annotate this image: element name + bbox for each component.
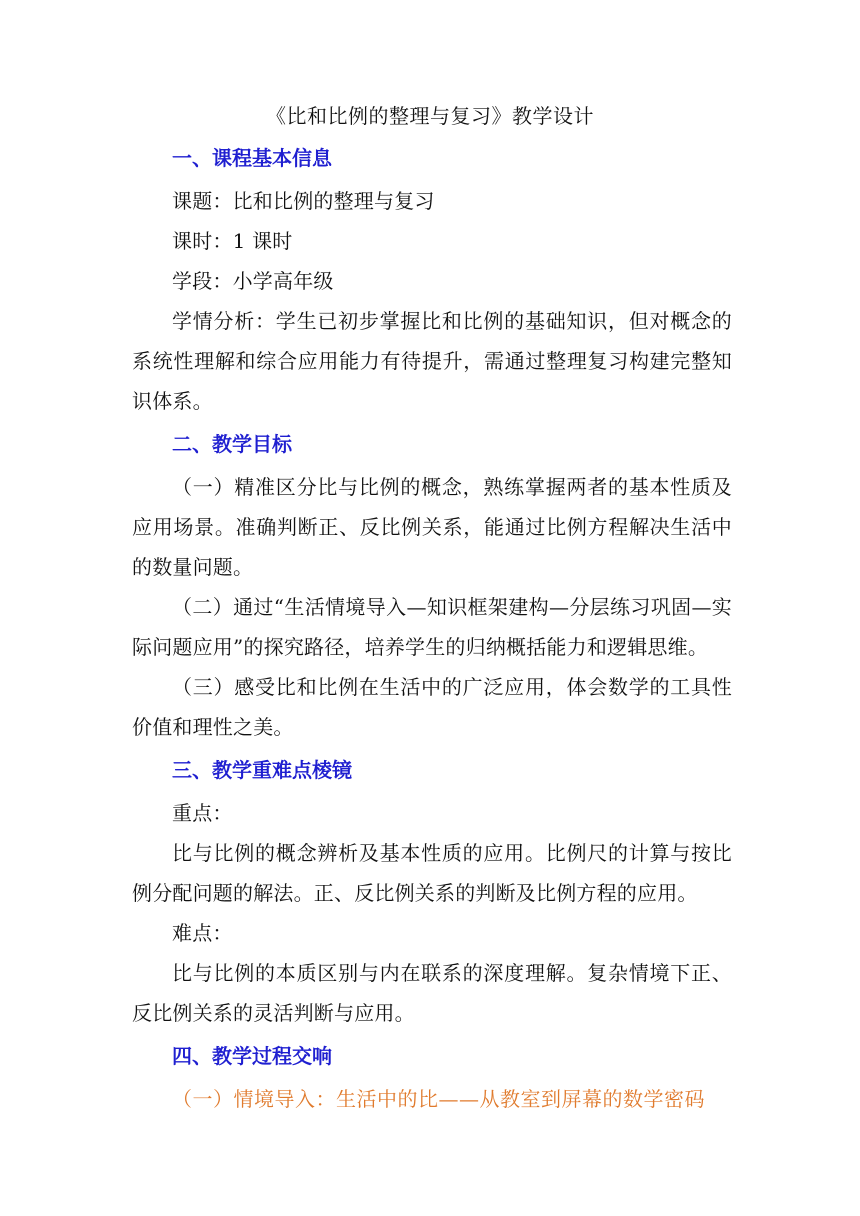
difficult-points-text: 比与比例的本质区别与内在联系的深度理解。复杂情境下正、反比例关系的灵活判断与应用。 — [132, 961, 732, 1025]
course-topic: 课题：比和比例的整理与复习 — [172, 189, 435, 213]
difficult-points-label: 难点： — [172, 921, 233, 945]
learner-analysis: 学情分析：学生已初步掌握比和比例的基础知识，但对概念的系统性理解和综合应用能力有待提升，需通过整理复习构建完整知识体系。 — [132, 309, 732, 413]
section-heading-key-difficult: 三、教学重难点棱镜 — [172, 758, 352, 782]
course-level: 学段：小学高年级 — [172, 269, 334, 293]
document-body — [132, 141, 732, 1119]
document-title: 《比和比例的整理与复习》教学设计 — [266, 104, 594, 128]
objective-2: （二）通过“生活情境导入—知识框架建构—分层练习巩固—实际问题应用”的探究路径，培养学生的归纳概括能力和逻辑思维。 — [132, 595, 732, 659]
objective-3: （三）感受比和比例在生活中的广泛应用，体会数学的工具性价值和理性之美。 — [132, 675, 732, 739]
key-points-label: 重点： — [172, 801, 233, 825]
process-subheading-1: （一）情境导入：生活中的比——从教室到屏幕的数学密码 — [172, 1087, 705, 1111]
objective-1: （一）精准区分比与比例的概念，熟练掌握两者的基本性质及应用场景。准确判断正、反比例关系，能通过比例方程解决生活中的数量问题。 — [132, 475, 732, 579]
section-heading-basic-info: 一、课程基本信息 — [172, 146, 332, 170]
section-heading-objectives: 二、教学目标 — [172, 432, 292, 456]
key-points-text: 比与比例的概念辨析及基本性质的应用。比例尺的计算与按比例分配问题的解法。正、反比例关系的判断及比例方程的应用。 — [132, 841, 732, 905]
section-heading-process: 四、教学过程交响 — [172, 1044, 332, 1068]
course-hours: 课时：1 课时 — [172, 229, 293, 253]
